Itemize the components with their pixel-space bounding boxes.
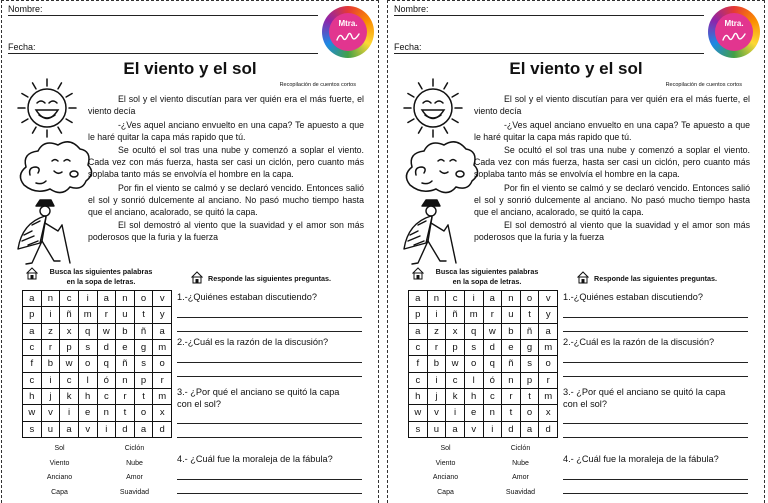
grid-letter-cell: w [409, 405, 428, 421]
grid-letter-cell: ñ [116, 356, 135, 372]
grid-letter-cell: o [134, 291, 153, 307]
grid-letter-cell: a [23, 291, 42, 307]
grid-letter-cell: c [409, 339, 428, 355]
grid-letter-cell: a [23, 323, 42, 339]
word-search-instruction-line: Busca las siguientes palabras [435, 267, 539, 276]
grid-letter-cell: i [60, 405, 79, 421]
grid-letter-cell: j [427, 388, 446, 404]
grid-letter-cell: v [464, 421, 483, 437]
grid-letter-cell: t [134, 388, 153, 404]
grid-row [23, 388, 172, 404]
grid-letter-cell: m [539, 388, 558, 404]
logo-badge [715, 13, 753, 51]
grid-letter-cell: ó [483, 372, 502, 388]
story-illustrations [396, 75, 474, 267]
grid-letter-cell: d [153, 421, 172, 437]
word-list-item: Ciclón [124, 445, 145, 452]
question-block [177, 292, 372, 332]
school-icon [26, 267, 38, 280]
story-paragraph: Por fin el viento se calmó y se declaró vencido. Entonces salió el sol y sonrió dulcemente al anciano. No pasó mucho tiempo hasta que el anciano, acalorado, se quitó la capa. [474, 182, 750, 217]
grid-letter-cell: a [483, 291, 502, 307]
grid-letter-cell: t [520, 388, 539, 404]
grid-letter-cell: s [78, 339, 97, 355]
grid-letter-cell: o [520, 291, 539, 307]
grid-letter-cell: k [446, 388, 465, 404]
grid-letter-cell: v [539, 291, 558, 307]
grid-letter-cell: h [23, 388, 42, 404]
grid-letter-cell: n [116, 291, 135, 307]
grid-letter-cell: t [116, 405, 135, 421]
grid-letter-cell: u [427, 421, 446, 437]
story-paragraph: -¿Ves aquel anciano envuelto en una capa? Te apuesto a que le haré quitar la capa más rapido que tú. [474, 119, 750, 142]
answer-line[interactable] [563, 318, 748, 332]
name-field[interactable] [8, 3, 318, 16]
grid-letter-cell: q [97, 356, 116, 372]
date-label: Fecha: [8, 42, 36, 52]
grid-letter-cell: b [116, 323, 135, 339]
grid-letter-cell: r [153, 372, 172, 388]
story-paragraph: El sol demostró al viento que la suavidad y el amor son más poderosos que la furia y la fuerza [474, 220, 750, 242]
old-man-illustration [404, 200, 456, 264]
grid-letter-cell: x [153, 405, 172, 421]
answer-line[interactable] [563, 410, 748, 424]
story-paragraph: -¿Ves aquel anciano envuelto en una capa? Te apuesto a que le haré quitar la capa más rapido que tú. [88, 119, 364, 142]
word-list-item: Capa [51, 488, 68, 496]
grid-letter-cell: c [97, 388, 116, 404]
name-field[interactable] [394, 3, 704, 16]
grid-letter-cell: o [464, 356, 483, 372]
worksheet-title: El viento y el sol [509, 59, 643, 78]
grid-letter-cell: s [409, 421, 428, 437]
grid-letter-cell: e [464, 405, 483, 421]
wind-cloud-illustration [20, 142, 91, 193]
grid-letter-cell: v [41, 405, 60, 421]
grid-letter-cell: n [41, 291, 60, 307]
worksheet-page-right [387, 0, 765, 503]
grid-letter-cell: g [134, 339, 153, 355]
answer-line[interactable] [177, 304, 362, 318]
grid-letter-cell: h [464, 388, 483, 404]
grid-letter-cell: c [446, 291, 465, 307]
grid-letter-cell: t [134, 307, 153, 323]
grid-letter-cell: s [134, 356, 153, 372]
grid-letter-cell: i [427, 372, 446, 388]
grid-letter-cell: b [427, 356, 446, 372]
grid-letter-cell: n [427, 291, 446, 307]
question-block [563, 337, 758, 377]
question-text: 1.-¿Quiénes estaban discutiendo? [177, 292, 317, 302]
grid-letter-cell: t [502, 405, 521, 421]
wind-cloud-illustration [406, 142, 477, 193]
grid-letter-cell: ñ [134, 323, 153, 339]
worksheet-subtitle: Recopilación de cuentos cortos [665, 82, 742, 88]
date-field[interactable] [394, 41, 704, 54]
question-text: 4.- ¿Cuál fue la moraleja de la fábula? [177, 454, 333, 464]
word-search-instruction [428, 267, 546, 287]
grid-letter-cell: r [483, 307, 502, 323]
grid-letter-cell: q [483, 356, 502, 372]
grid-letter-cell: r [41, 339, 60, 355]
question-block [563, 454, 758, 494]
grid-letter-cell: a [409, 323, 428, 339]
logo-text: Mtra. [338, 19, 358, 28]
grid-letter-cell: i [427, 307, 446, 323]
question-text: 4.- ¿Cuál fue la moraleja de la fábula? [563, 454, 719, 464]
grid-letter-cell: c [23, 372, 42, 388]
grid-letter-cell: ñ [520, 323, 539, 339]
grid-letter-cell: i [464, 291, 483, 307]
grid-letter-cell: a [60, 421, 79, 437]
word-list-item: Suavidad [505, 488, 536, 496]
school-icon [412, 267, 424, 280]
grid-letter-cell: w [60, 356, 79, 372]
grid-row [23, 421, 172, 437]
grid-row [409, 339, 558, 355]
grid-letter-cell: n [116, 372, 135, 388]
grid-letter-cell: p [446, 339, 465, 355]
grid-row [409, 421, 558, 437]
grid-letter-cell: r [539, 372, 558, 388]
word-list-item: Amor [126, 474, 143, 481]
grid-row [409, 372, 558, 388]
grid-letter-cell: r [427, 339, 446, 355]
grid-letter-cell: m [153, 339, 172, 355]
grid-letter-cell: s [23, 421, 42, 437]
grid-letter-cell: i [78, 291, 97, 307]
grid-letter-cell: a [153, 323, 172, 339]
answer-line[interactable] [177, 466, 362, 480]
grid-letter-cell: n [97, 405, 116, 421]
grid-letter-cell: z [41, 323, 60, 339]
sun-illustration [404, 79, 462, 137]
word-search-instruction-line: en la sopa de letras. [66, 277, 136, 286]
grid-letter-cell: ñ [446, 307, 465, 323]
grid-letter-cell: c [409, 372, 428, 388]
grid-letter-cell: n [502, 291, 521, 307]
grid-row [409, 307, 558, 323]
grid-letter-cell: d [116, 421, 135, 437]
grid-letter-cell: y [153, 307, 172, 323]
grid-letter-cell: i [483, 421, 502, 437]
story-text [88, 93, 364, 245]
grid-letter-cell: w [483, 323, 502, 339]
grid-letter-cell: h [409, 388, 428, 404]
word-list-item: Nube [512, 459, 529, 467]
grid-letter-cell: i [97, 421, 116, 437]
school-icon [191, 271, 203, 284]
grid-letter-cell: a [539, 323, 558, 339]
grid-letter-cell: i [41, 372, 60, 388]
grid-letter-cell: a [97, 291, 116, 307]
grid-letter-cell: e [502, 339, 521, 355]
story-paragraph: El sol demostró al viento que la suavidad y el amor son más poderosos que la furia y la fuerza [88, 220, 364, 242]
grid-letter-cell: p [134, 372, 153, 388]
worksheet-subtitle: Recopilación de cuentos cortos [279, 82, 356, 88]
grid-row [23, 307, 172, 323]
word-list-item: Capa [437, 488, 454, 496]
grid-row [409, 356, 558, 372]
grid-letter-cell: c [60, 372, 79, 388]
grid-letter-cell: a [446, 421, 465, 437]
grid-letter-cell: m [78, 307, 97, 323]
grid-letter-cell: i [446, 405, 465, 421]
logo-text: Mtra. [724, 19, 744, 28]
answer-line[interactable] [563, 304, 748, 318]
question-text: 1.-¿Quiénes estaban discutiendo? [563, 292, 703, 302]
grid-letter-cell: o [539, 356, 558, 372]
grid-letter-cell: c [60, 291, 79, 307]
grid-letter-cell: m [464, 307, 483, 323]
grid-letter-cell: p [520, 372, 539, 388]
grid-letter-cell: a [134, 421, 153, 437]
word-list-item: Viento [49, 459, 70, 467]
grid-letter-cell: r [97, 307, 116, 323]
grid-letter-cell: w [97, 323, 116, 339]
teacher-logo [322, 6, 374, 58]
grid-letter-cell: c [23, 339, 42, 355]
grid-letter-cell: ñ [60, 307, 79, 323]
grid-letter-cell: m [539, 339, 558, 355]
grid-letter-cell: s [520, 356, 539, 372]
grid-letter-cell: w [23, 405, 42, 421]
word-list [22, 442, 172, 500]
word-list [408, 442, 558, 500]
question-text: 2.-¿Cuál es la razón de la discusión? [177, 337, 329, 347]
logo-script-mark [721, 30, 747, 44]
grid-letter-cell: v [427, 405, 446, 421]
grid-letter-cell: b [502, 323, 521, 339]
grid-letter-cell: a [520, 421, 539, 437]
name-label: Nombre: [8, 4, 43, 14]
grid-letter-cell: o [78, 356, 97, 372]
questions-instruction: Responde las siguientes preguntas. [594, 274, 718, 283]
word-list-item: Amor [512, 474, 529, 481]
word-list-item: Nube [126, 459, 143, 467]
answer-line[interactable] [177, 424, 362, 438]
grid-letter-cell: k [60, 388, 79, 404]
grid-letter-cell: j [41, 388, 60, 404]
word-list-item: Anciano [46, 474, 73, 481]
grid-letter-cell: d [539, 421, 558, 437]
question-text: 3.- ¿Por qué el anciano se quitó la capa con el sol? [177, 387, 340, 409]
grid-letter-cell: x [60, 323, 79, 339]
date-field[interactable] [8, 41, 318, 54]
grid-row [23, 323, 172, 339]
grid-letter-cell: t [520, 307, 539, 323]
story-paragraph: El sol y el viento discutían para ver quién era el más fuerte, el viento decía [88, 94, 364, 116]
story-text [474, 93, 750, 245]
word-search-instruction [42, 267, 160, 287]
story-paragraph: Se ocultó el sol tras una nube y comenzó a soplar el viento. Cada vez con más fuerza, hasta ser casi un ciclón, pero cuanto más soplaba tanto más se envolvía el hombre en la capa. [88, 145, 364, 179]
question-block [177, 454, 372, 494]
grid-letter-cell: z [427, 323, 446, 339]
grid-letter-cell: ó [97, 372, 116, 388]
story-paragraph: Por fin el viento se calmó y se declaró vencido. Entonces salió el sol y sonrió dulcemente al anciano. No pasó mucho tiempo hasta que el anciano, acalorado, se quitó la capa. [88, 182, 364, 217]
grid-letter-cell: v [78, 421, 97, 437]
question-block [563, 387, 758, 438]
word-search-grid [22, 290, 172, 438]
grid-row [409, 388, 558, 404]
grid-letter-cell: p [23, 307, 42, 323]
grid-letter-cell: f [409, 356, 428, 372]
story-illustrations [10, 75, 88, 267]
grid-letter-cell: q [464, 323, 483, 339]
grid-row [409, 291, 558, 307]
question-text: 3.- ¿Por qué el anciano se quitó la capa con el sol? [563, 387, 726, 409]
grid-letter-cell: x [539, 405, 558, 421]
grid-letter-cell: o [520, 405, 539, 421]
word-list-item: Anciano [432, 474, 459, 481]
grid-letter-cell: d [97, 339, 116, 355]
answer-line[interactable] [177, 363, 362, 377]
grid-letter-cell: e [78, 405, 97, 421]
grid-letter-cell: p [409, 307, 428, 323]
answer-line[interactable] [563, 466, 748, 480]
grid-letter-cell: p [60, 339, 79, 355]
word-search-grid-body [23, 291, 172, 438]
grid-letter-cell: n [483, 405, 502, 421]
grid-letter-cell: s [464, 339, 483, 355]
grid-letter-cell: l [78, 372, 97, 388]
grid-letter-cell: f [23, 356, 42, 372]
answer-line[interactable] [177, 410, 362, 424]
answer-line[interactable] [177, 480, 362, 494]
word-search-grid-body [409, 291, 558, 438]
logo-script-mark [335, 30, 361, 44]
logo-badge [329, 13, 367, 51]
grid-letter-cell: v [153, 291, 172, 307]
grid-row [23, 291, 172, 307]
grid-row [23, 372, 172, 388]
grid-letter-cell: x [446, 323, 465, 339]
question-block [177, 337, 372, 377]
date-label: Fecha: [394, 42, 422, 52]
word-search-grid [408, 290, 558, 438]
answer-line[interactable] [177, 318, 362, 332]
question-block [563, 292, 758, 332]
grid-letter-cell: i [41, 307, 60, 323]
word-list-item: Ciclón [510, 445, 531, 452]
answer-line[interactable] [563, 480, 748, 494]
old-man-illustration [18, 200, 70, 264]
grid-letter-cell: r [502, 388, 521, 404]
grid-letter-cell: c [446, 372, 465, 388]
grid-row [23, 339, 172, 355]
grid-row [409, 323, 558, 339]
grid-letter-cell: r [116, 388, 135, 404]
grid-letter-cell: u [116, 307, 135, 323]
grid-letter-cell: n [502, 372, 521, 388]
grid-letter-cell: d [483, 339, 502, 355]
worksheet-page-left [1, 0, 379, 503]
word-list-item: Sol [440, 445, 451, 452]
sun-illustration [18, 79, 76, 137]
story-paragraph: El sol y el viento discutían para ver quién era el más fuerte, el viento decía [474, 94, 750, 116]
word-list-item: Suavidad [119, 488, 150, 496]
story-paragraph: Se ocultó el sol tras una nube y comenzó a soplar el viento. Cada vez con más fuerza, hasta ser casi un ciclón, pero cuanto más soplaba tanto más se envolvía el hombre en la capa. [474, 145, 750, 179]
grid-letter-cell: c [483, 388, 502, 404]
grid-letter-cell: o [153, 356, 172, 372]
name-label: Nombre: [394, 4, 429, 14]
grid-letter-cell: o [134, 405, 153, 421]
grid-letter-cell: u [41, 421, 60, 437]
grid-letter-cell: ñ [502, 356, 521, 372]
answer-line[interactable] [177, 349, 362, 363]
grid-row [23, 405, 172, 421]
word-search-instruction-line: en la sopa de letras. [452, 277, 522, 286]
word-list-item: Viento [435, 459, 456, 467]
school-icon [577, 271, 589, 284]
grid-letter-cell: g [520, 339, 539, 355]
word-search-instruction-line: Busca las siguientes palabras [49, 267, 153, 276]
question-text: 2.-¿Cuál es la razón de la discusión? [563, 337, 715, 347]
grid-letter-cell: d [502, 421, 521, 437]
grid-letter-cell: a [409, 291, 428, 307]
grid-letter-cell: u [502, 307, 521, 323]
grid-letter-cell: h [78, 388, 97, 404]
grid-letter-cell: q [78, 323, 97, 339]
grid-letter-cell: w [446, 356, 465, 372]
word-list-item: Sol [54, 445, 65, 452]
answer-line[interactable] [563, 349, 748, 363]
grid-letter-cell: l [464, 372, 483, 388]
question-block [177, 387, 372, 438]
grid-row [23, 356, 172, 372]
grid-letter-cell: y [539, 307, 558, 323]
teacher-logo [708, 6, 760, 58]
grid-letter-cell: b [41, 356, 60, 372]
worksheet-title: El viento y el sol [123, 59, 257, 78]
answer-line[interactable] [563, 363, 748, 377]
grid-letter-cell: e [116, 339, 135, 355]
grid-row [409, 405, 558, 421]
grid-letter-cell: m [153, 388, 172, 404]
answer-line[interactable] [563, 424, 748, 438]
questions-instruction: Responde las siguientes preguntas. [208, 274, 332, 283]
